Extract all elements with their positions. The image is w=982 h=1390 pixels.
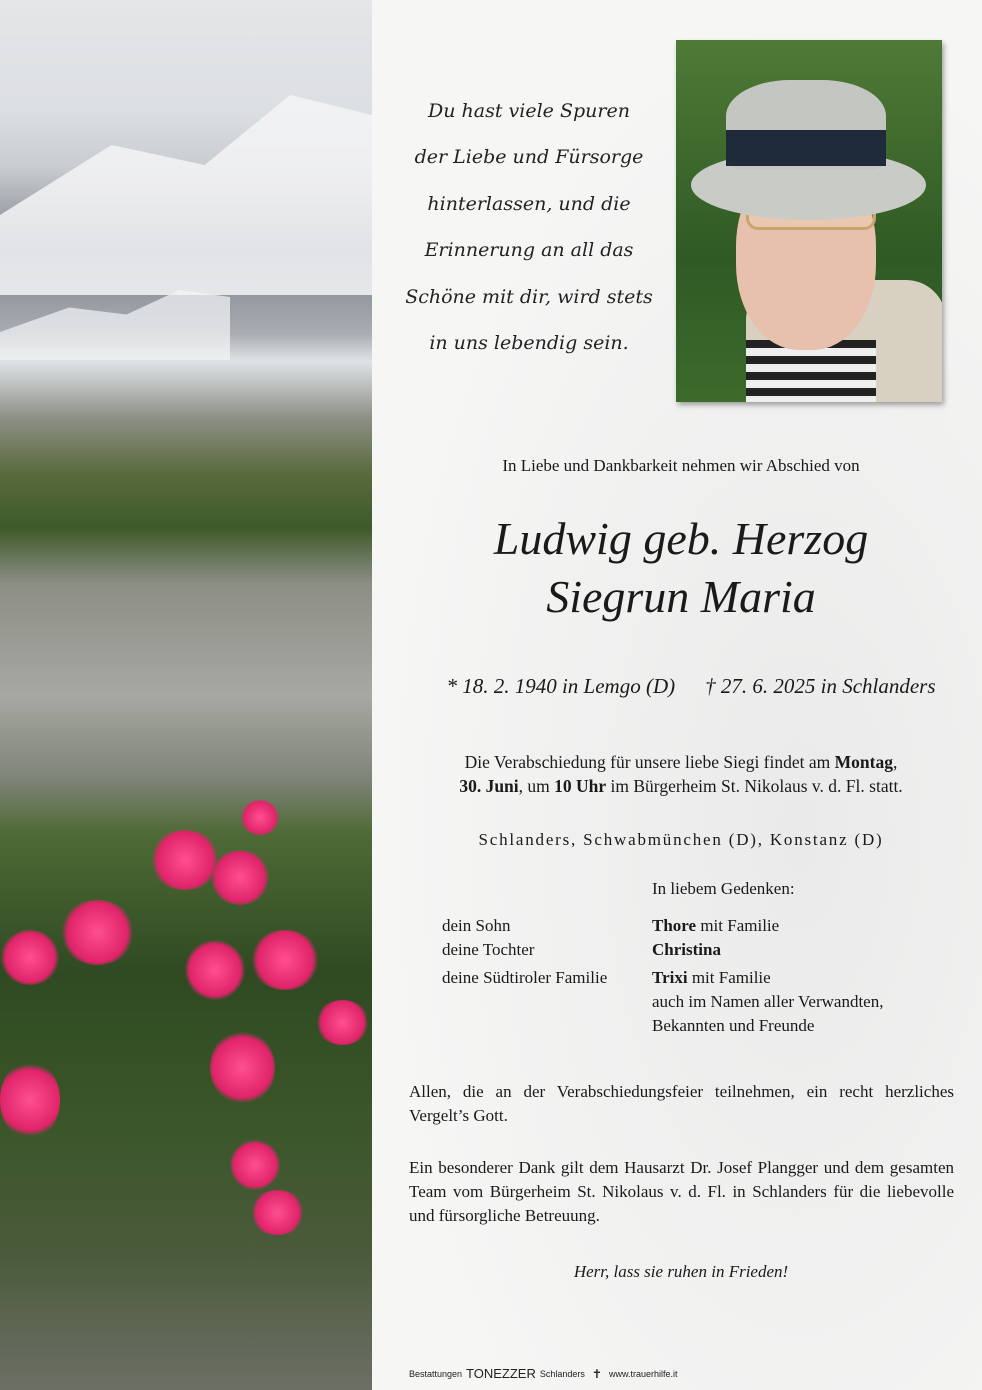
mourner-name: Christina xyxy=(652,940,721,959)
poem-line: Du hast viele Spuren xyxy=(428,100,630,122)
mourner xyxy=(652,914,972,938)
poem-line: hinterlassen, und die xyxy=(427,192,631,215)
service-text: , um xyxy=(518,776,555,796)
mourner xyxy=(652,938,972,962)
birth-date: * 18. 2. 1940 in Lemgo (D) xyxy=(446,674,676,698)
service-info xyxy=(400,750,962,798)
closing-prayer: Herr, lass sie ruhen in Frieden! xyxy=(573,1262,789,1281)
footer xyxy=(409,1366,678,1381)
relation: dein Sohn xyxy=(442,916,511,935)
funeral-home-name: TONEZZER xyxy=(466,1366,536,1381)
service-day: Montag xyxy=(834,752,893,772)
footer-town: Schlanders xyxy=(539,1368,585,1379)
mourner xyxy=(652,966,972,990)
cross-logo-icon: ✝ xyxy=(591,1366,602,1381)
relation: deine Südtiroler Familie xyxy=(442,968,608,987)
poem-line: der Liebe und Fürsorge xyxy=(414,146,644,169)
portrait-photo xyxy=(676,40,942,402)
poem-line: Erinnerung an all das xyxy=(424,239,634,262)
website-link[interactable]: www.trauerhilfe.it xyxy=(608,1368,678,1379)
mountain-flower-photo xyxy=(0,0,372,1390)
poem-line: Schöne mit dir, wird stets xyxy=(405,285,653,308)
intro-text: In Liebe und Dankbarkeit nehmen wir Abschied von xyxy=(502,456,860,475)
mourners-heading: In liebem Gedenken: xyxy=(652,879,795,898)
poem xyxy=(400,88,658,366)
service-text: im Bürgerheim St. Nikolaus v. d. Fl. statt. xyxy=(606,776,903,796)
mourner-extra: Bekannten und Freunde xyxy=(652,1016,815,1035)
service-text: , xyxy=(892,752,898,772)
death-date: † 27. 6. 2025 in Schlanders xyxy=(705,674,936,698)
name-line-1: Ludwig geb. Herzog xyxy=(493,513,869,564)
name-line-2: Siegrun Maria xyxy=(546,571,816,622)
relation: deine Tochter xyxy=(442,940,535,959)
life-dates xyxy=(400,674,982,699)
thanks-paragraph: Ein besonderer Dank gilt dem Hausarzt Dr. Josef Plangger und dem gesamten Team vom Bürgerheim St. Nikolaus v. d. Fl. in Schlanders für die liebevolle und fürsorgliche Betreuung. xyxy=(409,1158,954,1225)
poem-line: in uns lebendig sein. xyxy=(429,332,629,355)
deceased-name xyxy=(390,510,972,626)
mourner-name: Thore xyxy=(652,916,697,935)
mourner-rest: mit Familie xyxy=(696,916,780,935)
mourner-extra: auch im Namen aller Verwandten, xyxy=(652,992,884,1011)
service-text: Die Verabschiedung für unsere liebe Siegi findet am xyxy=(464,752,835,772)
mourner-name: Trixi xyxy=(652,968,688,987)
places: Schlanders, Schwabmünchen (D), Konstanz (D) xyxy=(478,830,884,849)
service-time: 10 Uhr xyxy=(554,776,607,796)
footer-prefix: Bestattungen xyxy=(409,1368,463,1379)
thanks-paragraph: Allen, die an der Verabschiedungsfeier teilnehmen, ein recht herzliches Vergelt’s Gott. xyxy=(409,1082,954,1125)
service-date: 30. Juni xyxy=(459,776,519,796)
mourner-rest: mit Familie xyxy=(687,968,771,987)
